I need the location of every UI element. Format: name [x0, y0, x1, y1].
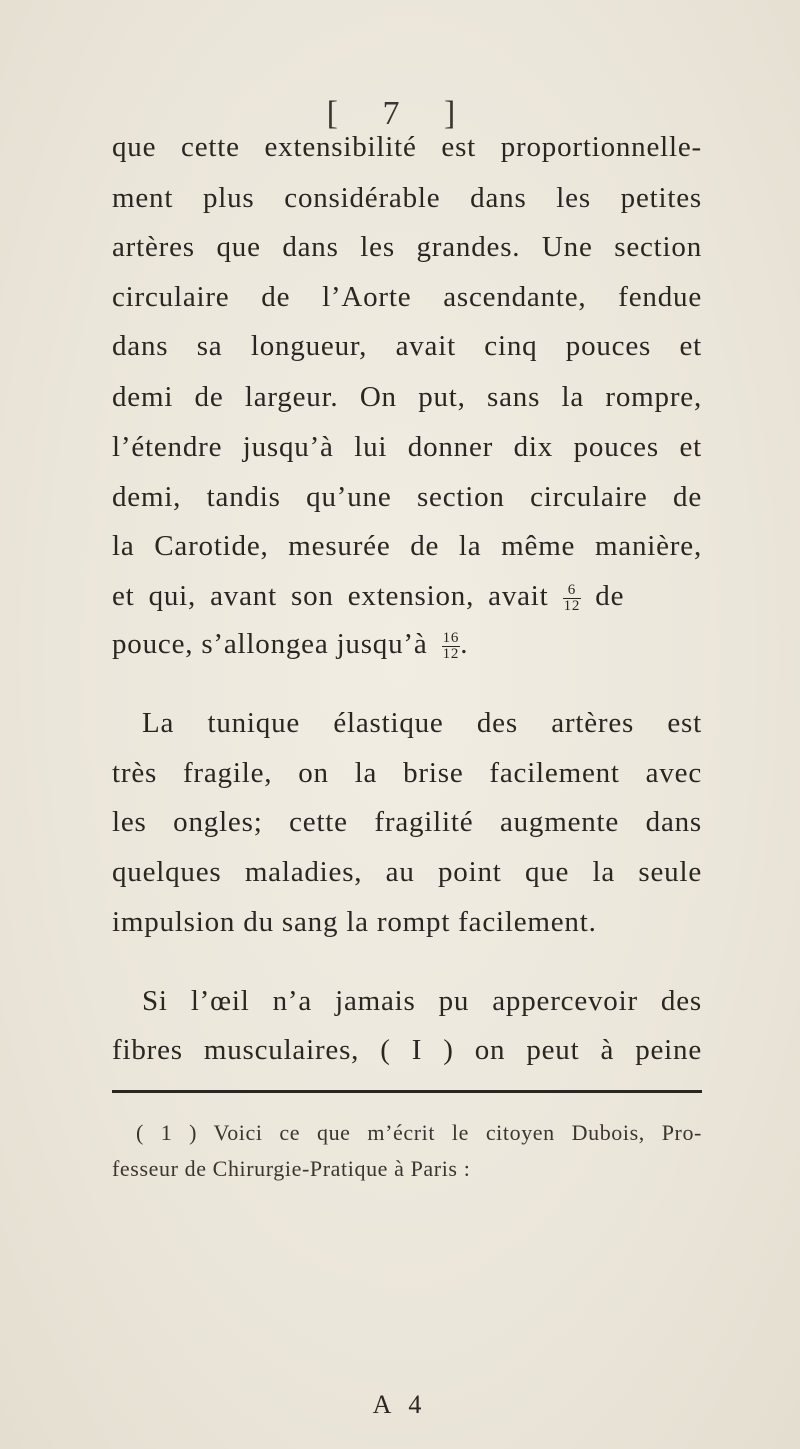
fraction-numerator: 6	[563, 583, 582, 599]
text-line-11-main: pouce, s’allongea jusqu’à	[112, 628, 428, 660]
footnote-line-1: ( 1 ) Voici ce que m’écrit le citoyen Dubois, Pro-	[136, 1120, 702, 1146]
text-line-4: circulaire de l’Aorte ascendante, fendue	[112, 280, 702, 313]
text-line-10-tail: de	[595, 580, 625, 612]
fraction-6-12	[563, 583, 582, 614]
para3-line-2: fibres musculaires, ( I ) on peut à peine	[112, 1034, 702, 1067]
text-line-3: artères que dans les grandes. Une section	[112, 231, 702, 264]
para3-line-1: Si l’œil n’a jamais pu appercevoir des	[142, 984, 702, 1017]
text-line-5: dans sa longueur, avait cinq pouces et	[112, 330, 702, 363]
para2-line-2: très fragile, on la brise facilement avec	[112, 756, 702, 789]
fraction-denominator: 12	[563, 597, 581, 614]
para2-line-3: les ongles; cette fragilité augmente dans	[112, 806, 702, 839]
footnote-line-2: fesseur de Chirurgie-Pratique à Paris :	[112, 1155, 471, 1181]
fraction-numerator: 16	[442, 629, 460, 646]
text-line-10-main: et qui, avant son extension, avait	[112, 580, 549, 612]
para2-line-1: La tunique élastique des artères est	[142, 707, 702, 740]
text-line-7: l’étendre jusqu’à lui donner dix pouces et	[112, 431, 702, 464]
page-number: [ 7 ]	[326, 95, 474, 132]
text-line-10	[112, 576, 702, 616]
signature-mark: A 4	[372, 1390, 428, 1419]
para2-line-4: quelques maladies, au point que la seule	[112, 856, 702, 888]
text-line-8: demi, tandis qu’une section circulaire de	[112, 480, 702, 513]
text-line-9: la Carotide, mesurée de la même manière,	[112, 530, 702, 563]
fraction-16-12	[442, 631, 461, 662]
para2-line-5: impulsion du sang la rompt facilement.	[112, 905, 597, 938]
fraction-denominator: 12	[442, 645, 460, 662]
text-line-11	[112, 624, 468, 664]
text-line-11-tail: .	[460, 628, 469, 660]
text-line-6: demi de largeur. On put, sans la rompre,	[112, 380, 702, 413]
text-line-2: ment plus considérable dans les petites	[112, 182, 702, 215]
footnote-rule	[112, 1090, 702, 1093]
text-line-1: que cette extensibilité est proportionnelle-	[112, 131, 702, 164]
